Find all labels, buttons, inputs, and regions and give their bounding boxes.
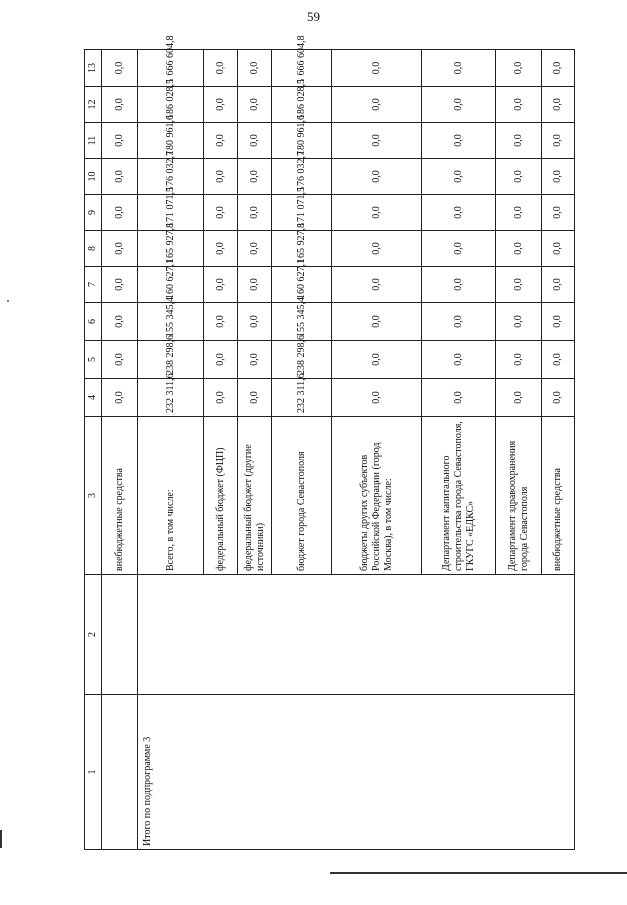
value-cell: 0,0 bbox=[542, 303, 575, 341]
value-cell: 0,0 bbox=[542, 195, 575, 231]
value-cell: 180 961,6 bbox=[138, 123, 204, 159]
value-cell: 165 927,8 bbox=[138, 231, 204, 267]
header-cell: 4 bbox=[85, 379, 102, 417]
value-cell: 0,0 bbox=[496, 50, 542, 87]
program-name: Итого по подпрограмме 3 bbox=[138, 695, 575, 850]
value-cell: 0,0 bbox=[496, 379, 542, 417]
value-cell: 160 627,1 bbox=[272, 267, 332, 303]
row-label: Департамент здравоохранения города Севастополя bbox=[496, 417, 542, 575]
row-label: внебюджетные средства bbox=[102, 417, 138, 575]
rotated-table-container bbox=[84, 35, 567, 850]
row-label: Всего, в том числе: bbox=[138, 417, 204, 575]
value-cell: 180 961,6 bbox=[272, 123, 332, 159]
value-cell: 1 666 604,8 bbox=[138, 50, 204, 87]
row-label: бюджеты других субъектов Российской Федерации (город Москва), в том числе: bbox=[332, 417, 422, 575]
value-cell: 0,0 bbox=[542, 87, 575, 123]
value-cell: 0,0 bbox=[422, 231, 496, 267]
value-cell: 0,0 bbox=[238, 231, 272, 267]
value-cell: 0,0 bbox=[496, 159, 542, 195]
value-cell: 0,0 bbox=[496, 123, 542, 159]
value-cell: 0,0 bbox=[204, 379, 238, 417]
header-cell: 3 bbox=[85, 417, 102, 575]
value-cell: 0,0 bbox=[332, 267, 422, 303]
value-cell: 176 032,7 bbox=[138, 159, 204, 195]
value-cell: 0,0 bbox=[542, 231, 575, 267]
value-cell: 1 666 604,8 bbox=[272, 50, 332, 87]
value-cell: 0,0 bbox=[332, 50, 422, 87]
value-cell: 165 927,8 bbox=[272, 231, 332, 267]
program-col2 bbox=[138, 575, 575, 695]
value-cell: 0,0 bbox=[542, 267, 575, 303]
value-cell: 0,0 bbox=[332, 379, 422, 417]
value-cell: 0,0 bbox=[204, 50, 238, 87]
value-cell: 0,0 bbox=[542, 341, 575, 379]
row-label: федеральный бюджет (ФЦП) bbox=[204, 417, 238, 575]
value-cell: 0,0 bbox=[332, 123, 422, 159]
header-cell: 10 bbox=[85, 159, 102, 195]
value-cell: 0,0 bbox=[238, 87, 272, 123]
value-cell: 171 071,5 bbox=[138, 195, 204, 231]
value-cell: 0,0 bbox=[422, 123, 496, 159]
value-cell: 155 345,4 bbox=[272, 303, 332, 341]
value-cell: 0,0 bbox=[332, 303, 422, 341]
value-cell: 186 028,5 bbox=[138, 87, 204, 123]
value-cell: 0,0 bbox=[238, 303, 272, 341]
value-cell: 0,0 bbox=[496, 303, 542, 341]
header-cell: 7 bbox=[85, 267, 102, 303]
value-cell: 0,0 bbox=[204, 341, 238, 379]
value-cell: 238 298,6 bbox=[272, 341, 332, 379]
value-cell: 155 345,4 bbox=[138, 303, 204, 341]
header-cell: 5 bbox=[85, 341, 102, 379]
value-cell: 0,0 bbox=[422, 267, 496, 303]
value-cell: 0,0 bbox=[204, 123, 238, 159]
value-cell: 0,0 bbox=[102, 341, 138, 379]
value-cell: 0,0 bbox=[496, 87, 542, 123]
value-cell: 0,0 bbox=[238, 50, 272, 87]
value-cell: 0,0 bbox=[422, 50, 496, 87]
value-cell: 0,0 bbox=[204, 159, 238, 195]
value-cell: 0,0 bbox=[542, 379, 575, 417]
value-cell: 0,0 bbox=[238, 267, 272, 303]
value-cell: 0,0 bbox=[422, 303, 496, 341]
value-cell: 0,0 bbox=[542, 159, 575, 195]
value-cell: 0,0 bbox=[332, 195, 422, 231]
scan-speck bbox=[7, 300, 9, 302]
header-cell: 12 bbox=[85, 87, 102, 123]
header-cell: 11 bbox=[85, 123, 102, 159]
value-cell: 0,0 bbox=[422, 159, 496, 195]
value-cell: 0,0 bbox=[332, 87, 422, 123]
page-number: 59 bbox=[307, 9, 320, 24]
value-cell: 0,0 bbox=[496, 231, 542, 267]
row-label: Департамент капитального строительства города Севастополя, ГКУГС «ЕДКС» bbox=[422, 417, 496, 575]
value-cell: 0,0 bbox=[542, 123, 575, 159]
value-cell: 232 311,6 bbox=[272, 379, 332, 417]
header-row bbox=[85, 50, 102, 850]
value-cell: 0,0 bbox=[496, 267, 542, 303]
table-row bbox=[102, 50, 138, 850]
value-cell: 186 028,5 bbox=[272, 87, 332, 123]
value-cell: 0,0 bbox=[332, 341, 422, 379]
value-cell: 0,0 bbox=[496, 195, 542, 231]
value-cell: 0,0 bbox=[422, 87, 496, 123]
value-cell: 0,0 bbox=[422, 341, 496, 379]
value-cell: 0,0 bbox=[102, 231, 138, 267]
value-cell: 0,0 bbox=[422, 379, 496, 417]
header-cell: 13 bbox=[85, 50, 102, 87]
value-cell: 0,0 bbox=[238, 123, 272, 159]
value-cell: 0,0 bbox=[496, 341, 542, 379]
header-cell: 1 bbox=[85, 695, 102, 850]
value-cell: 0,0 bbox=[102, 87, 138, 123]
value-cell: 0,0 bbox=[204, 195, 238, 231]
value-cell: 0,0 bbox=[102, 267, 138, 303]
value-cell: 0,0 bbox=[238, 195, 272, 231]
value-cell: 0,0 bbox=[238, 379, 272, 417]
value-cell: 0,0 bbox=[332, 159, 422, 195]
header-cell: 8 bbox=[85, 231, 102, 267]
value-cell: 0,0 bbox=[102, 303, 138, 341]
value-cell: 0,0 bbox=[102, 50, 138, 87]
budget-table bbox=[84, 35, 575, 850]
value-cell: 0,0 bbox=[204, 303, 238, 341]
value-cell: 0,0 bbox=[204, 231, 238, 267]
value-cell: 0,0 bbox=[102, 123, 138, 159]
value-cell: 0,0 bbox=[102, 195, 138, 231]
table-row bbox=[138, 50, 204, 850]
value-cell: 0,0 bbox=[102, 379, 138, 417]
value-cell: 232 311,6 bbox=[138, 379, 204, 417]
header-cell: 9 bbox=[85, 195, 102, 231]
value-cell: 0,0 bbox=[238, 159, 272, 195]
value-cell: 0,0 bbox=[422, 195, 496, 231]
value-cell: 238 298,6 bbox=[138, 341, 204, 379]
row-label: бюджет города Севастополя bbox=[272, 417, 332, 575]
header-cell: 6 bbox=[85, 303, 102, 341]
row-label: внебюджетные средства bbox=[542, 417, 575, 575]
row-label: федеральный бюджет (другие источники) bbox=[238, 417, 272, 575]
value-cell: 171 071,5 bbox=[272, 195, 332, 231]
scan-artifact-edge bbox=[0, 830, 2, 848]
value-cell: 176 032,7 bbox=[272, 159, 332, 195]
value-cell: 0,0 bbox=[204, 267, 238, 303]
scan-artifact-line bbox=[330, 872, 627, 874]
value-cell: 0,0 bbox=[332, 231, 422, 267]
header-cell: 2 bbox=[85, 575, 102, 695]
value-cell: 0,0 bbox=[542, 50, 575, 87]
value-cell: 160 627,1 bbox=[138, 267, 204, 303]
value-cell: 0,0 bbox=[204, 87, 238, 123]
value-cell: 0,0 bbox=[102, 159, 138, 195]
value-cell: 0,0 bbox=[238, 341, 272, 379]
